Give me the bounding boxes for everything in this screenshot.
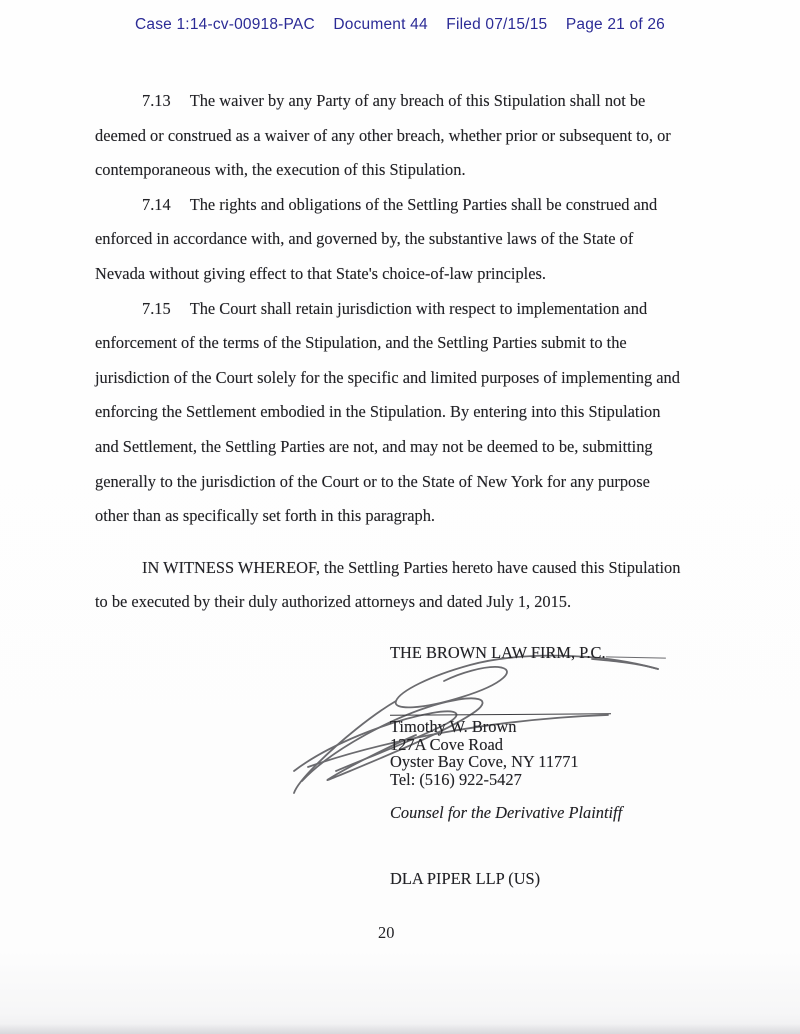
case-number: Case 1:14-cv-00918-PAC <box>135 16 315 33</box>
document-body <box>95 84 683 620</box>
paragraph-number: 7.13 <box>142 91 171 110</box>
page-indicator: Page 21 of 26 <box>565 16 665 33</box>
firm-underline <box>605 644 665 658</box>
phone-line: Tel: (516) 922-5427 <box>390 769 522 789</box>
scan-shadow-bar <box>0 1024 800 1034</box>
filed-date: Filed 07/15/15 <box>446 16 548 33</box>
firm-name-line <box>390 643 690 663</box>
address-city: Oyster Bay Cove, NY 11771 <box>390 752 579 772</box>
ecf-stamp-header <box>0 16 800 34</box>
paragraph-text: The rights and obligations of the Settling Parties shall be construed and enforced in accordance with, and governed by, the substantive laws of the State of Nevada without giving effect to that State's choice-of-law principles. <box>95 194 658 283</box>
signature-block <box>390 643 690 823</box>
second-firm-name: DLA PIPER LLP (US) <box>390 869 541 888</box>
paragraph-number: 7.14 <box>142 194 171 214</box>
firm-name: THE BROWN LAW FIRM, P.C. <box>390 643 606 662</box>
page-number: 20 <box>378 923 395 942</box>
address-street: 127A Cove Road <box>390 734 503 754</box>
counsel-role: Counsel for the Derivative Plaintiff <box>390 803 623 823</box>
paragraph-7-14 <box>95 188 683 292</box>
document-number: Document 44 <box>333 16 428 33</box>
paragraph-7-15 <box>95 292 683 534</box>
paragraph-7-13 <box>95 84 683 188</box>
signature-space <box>390 663 690 714</box>
paragraph-number: 7.15 <box>142 298 171 318</box>
witness-clause: IN WITNESS WHEREOF, the Settling Parties hereto have caused this Stipulation to be executed by their duly authorized attorneys and dated July 1, 2015. <box>95 557 681 612</box>
signature-line <box>390 713 611 716</box>
paragraph-text: The Court shall retain jurisdiction with respect to implementation and enforcement of the terms of the Stipulation, and the Settling Parties submit to the jurisdiction of the Court solely for the specific and limited purposes of implementing and enforcing the Settlement embodied in the Stipulation. By entering into this Stipulation and Settlement, the Settling Parties are not, and may not be deemed to be, submitting generally to the jurisdiction of the Court or to the State of New York for any purpose other than as specifically set forth in this paragraph. <box>95 298 680 526</box>
signatory-name: Timothy W. Brown <box>390 717 517 736</box>
paragraph-text: The waiver by any Party of any breach of this Stipulation shall not be deemed or construed as a waiver of any other breach, whether prior or subsequent to, or contemporaneous with, the execution of this Stipulation. <box>95 91 671 180</box>
